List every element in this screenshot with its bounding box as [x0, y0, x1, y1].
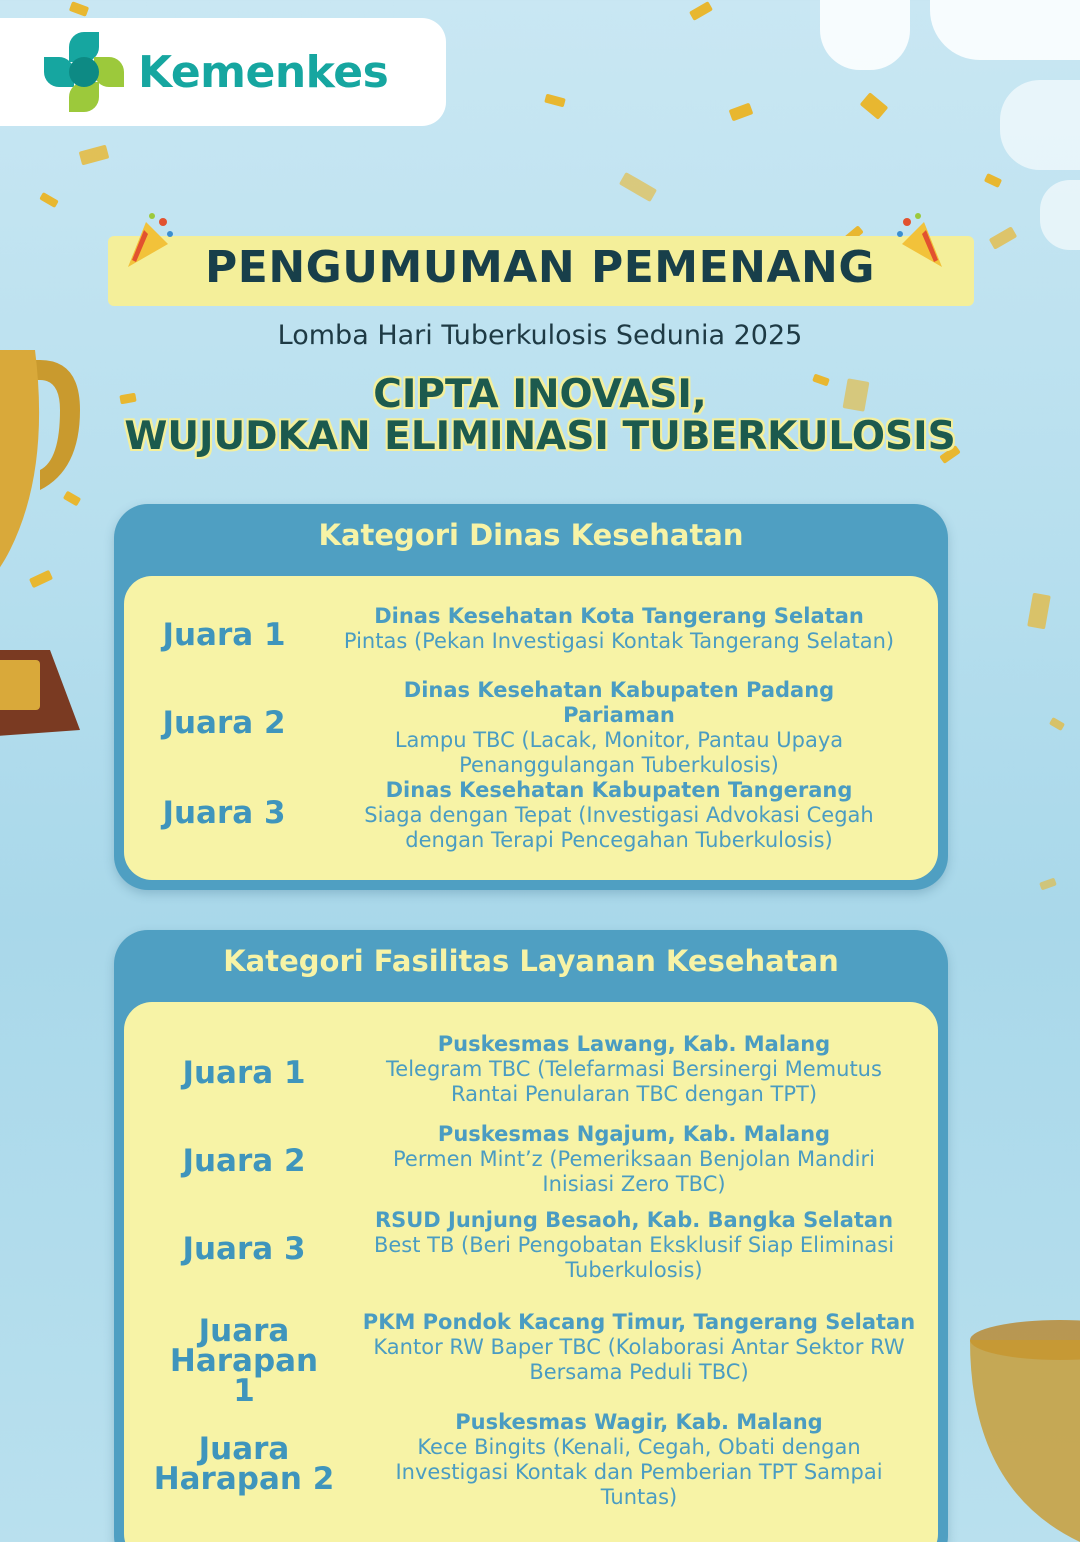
confetti: [689, 1, 713, 21]
winner-entry: [314, 604, 924, 654]
winner-program: Best TB (Beri Pengobatan Eksklusif Siap Eliminasi Tuberkulosis): [373, 1233, 895, 1282]
winner-org: RSUD Junjung Besaoh, Kab. Bangka Selatan: [374, 1208, 894, 1232]
page-subtitle: Lomba Hari Tuberkulosis Sedunia 2025: [277, 320, 803, 351]
confetti: [984, 173, 1002, 188]
winner-program: Kantor RW Baper TBC (Kolaborasi Antar Sektor RW Bersama Peduli TBC): [373, 1335, 905, 1384]
kemenkes-logo-text: Kemenkes: [138, 46, 389, 98]
winner-org: Puskesmas Wagir, Kab. Malang: [455, 1410, 823, 1434]
kemenkes-logo-icon: [44, 32, 124, 112]
winner-entry: [364, 1122, 904, 1197]
winners-panel: [124, 1002, 938, 1542]
decorative-pattern: [930, 0, 1080, 60]
winner-entry: [334, 778, 904, 853]
confetti: [69, 1, 89, 17]
winner-org: Dinas Kesehatan Kabupaten Tangerang: [385, 778, 853, 802]
confetti: [1027, 593, 1051, 630]
winner-rank: Juara 1: [182, 1055, 306, 1091]
winner-entry: [354, 1208, 914, 1283]
theme-line-1: CIPTA INOVASI,: [373, 372, 707, 417]
confetti: [79, 145, 110, 166]
confetti: [1039, 878, 1057, 891]
winner-rank: Juara 3: [162, 795, 286, 831]
confetti: [544, 94, 566, 108]
confetti: [1049, 717, 1065, 731]
winner-program: Lampu TBC (Lacak, Monitor, Pantau Upaya Penanggulangan Tuberkulosis): [394, 728, 844, 777]
confetti: [860, 92, 889, 120]
winner-entry: [349, 1310, 929, 1385]
winner-org: Dinas Kesehatan Kota Tangerang Selatan: [374, 604, 864, 628]
category-title: Kategori Dinas Kesehatan: [318, 518, 744, 552]
winner-org: Puskesmas Lawang, Kab. Malang: [437, 1032, 831, 1056]
winner-org: Dinas Kesehatan Kabupaten Padang Pariaman: [403, 678, 835, 727]
category-title: Kategori Fasilitas Layanan Kesehatan: [223, 944, 839, 978]
trophy-right-icon: [950, 1310, 1080, 1542]
winner-program: Pintas (Pekan Investigasi Kontak Tangerang Selatan): [343, 629, 895, 653]
winner-org: Puskesmas Ngajum, Kab. Malang: [437, 1122, 831, 1146]
category-card-dinas-kesehatan: [114, 504, 948, 890]
page-title: PENGUMUMAN PEMENANG: [205, 242, 875, 293]
winner-program: Siaga dengan Tepat (Investigasi Advokasi Cegah dengan Terapi Pencegahan Tuberkulosis): [364, 803, 874, 852]
decorative-pattern: [820, 0, 910, 70]
winner-rank: Juara Harapan 2: [153, 1431, 335, 1497]
winner-rank: Juara 1: [162, 617, 286, 653]
winner-entry: [354, 678, 884, 778]
category-card-fasilitas-layanan: [114, 930, 948, 1542]
winner-entry: [354, 1032, 914, 1107]
winner-rank: Juara 3: [182, 1231, 306, 1267]
winner-rank: Juara 2: [162, 705, 286, 741]
decorative-pattern: [1040, 180, 1080, 250]
winner-program: Permen Mint’z (Pemeriksaan Benjolan Mandiri Inisiasi Zero TBC): [393, 1147, 875, 1196]
winner-rank: Juara 2: [182, 1143, 306, 1179]
confetti: [619, 172, 657, 202]
winner-program: Kece Bingits (Kenali, Cegah, Obati dengan Investigasi Kontak dan Pemberian TPT Sampai Tuntas): [395, 1435, 883, 1509]
decorative-pattern: [1000, 80, 1080, 170]
confetti: [39, 192, 59, 208]
winner-program: Telegram TBC (Telefarmasi Bersinergi Memutus Rantai Penularan TBC dengan TPT): [386, 1057, 882, 1106]
winners-panel: [124, 576, 938, 880]
winner-rank: Juara Harapan 1: [169, 1313, 319, 1409]
kemenkes-logo-bar: [0, 18, 446, 126]
confetti: [729, 103, 754, 122]
winner-org: PKM Pondok Kacang Timur, Tangerang Selatan: [362, 1310, 916, 1334]
theme-line-2: WUJUDKAN ELIMINASI TUBERKULOSIS: [124, 414, 956, 459]
winner-entry: [374, 1410, 904, 1510]
